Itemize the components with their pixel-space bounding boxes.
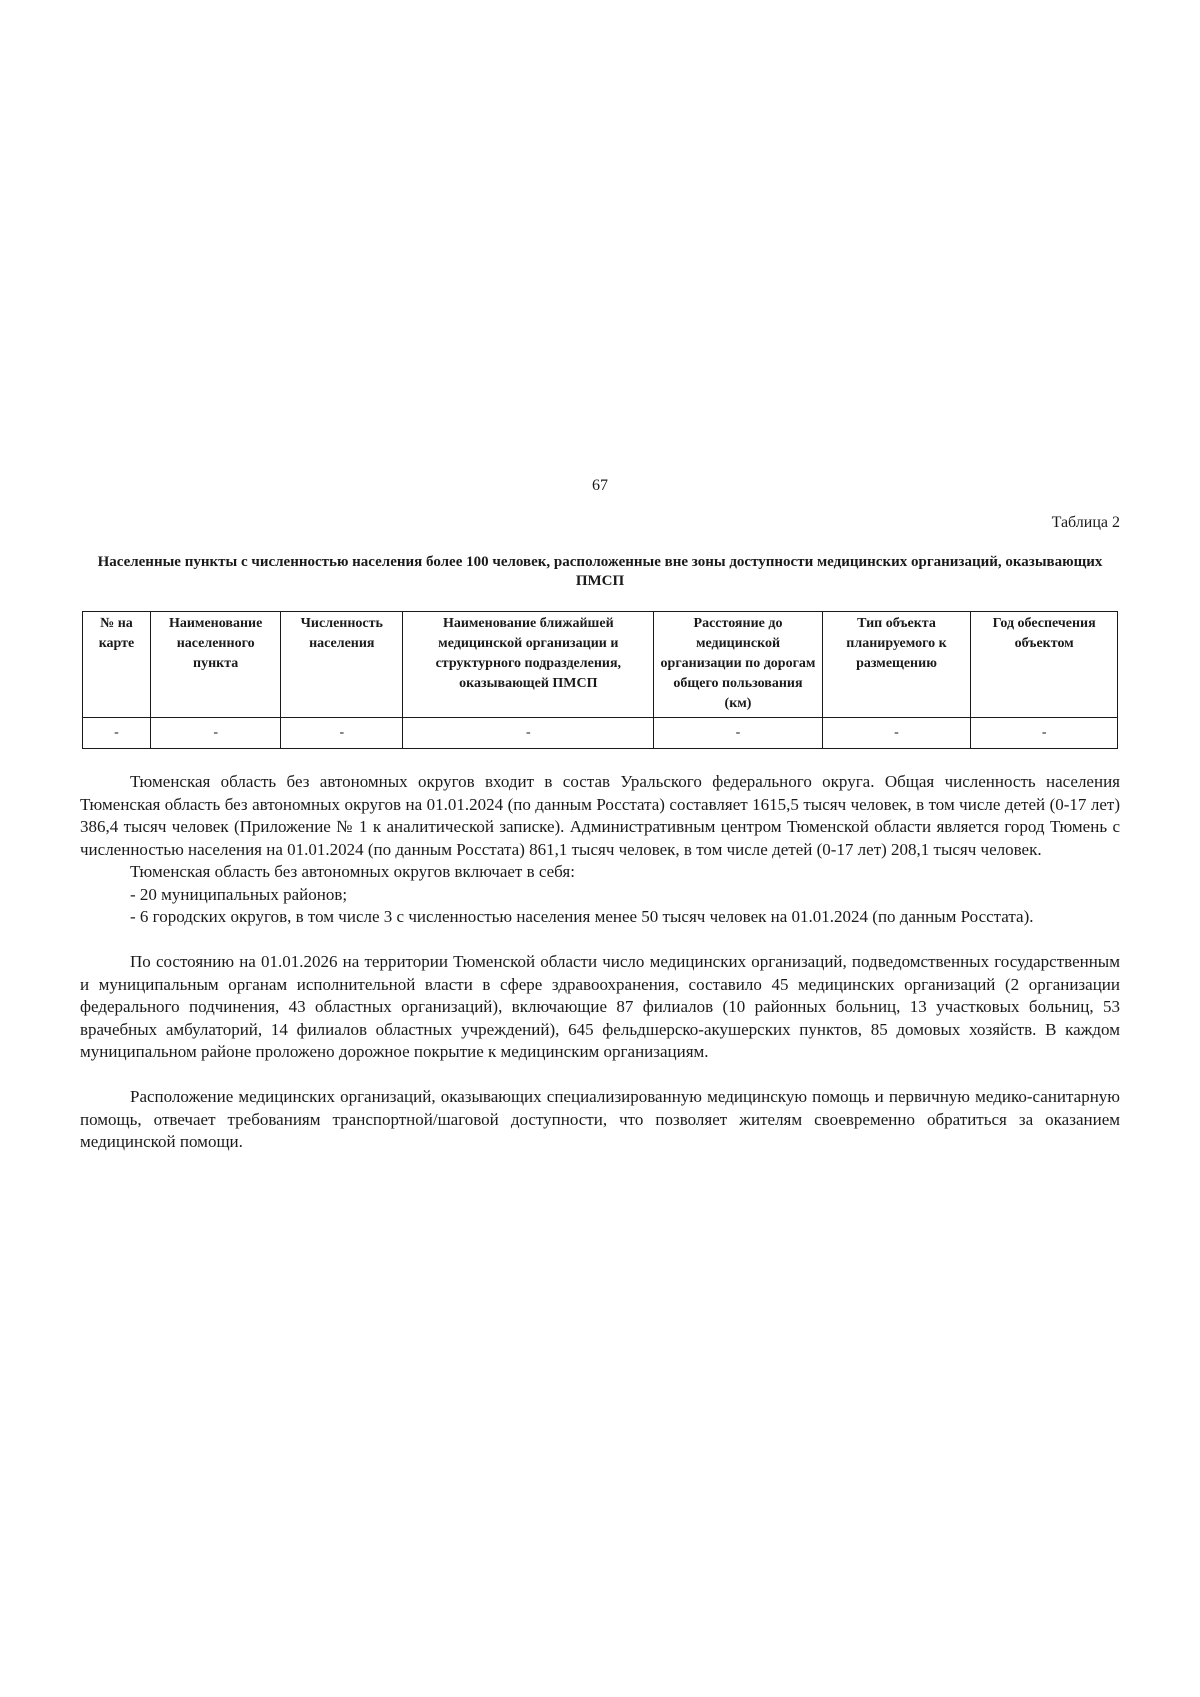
header-provision-year: Год обеспечения объектом [971, 612, 1118, 718]
body-text [80, 771, 1120, 1154]
table-cell: - [83, 718, 151, 749]
table-cell: - [654, 718, 822, 749]
table-row [83, 718, 1118, 749]
table-caption: Таблица 2 [1051, 514, 1120, 531]
list-item-urban-districts: - 6 городских округов, в том числе 3 с численностью населения менее 50 тысяч человек на 01.01.2024 (по данным Росстата). [130, 907, 1034, 926]
document-title: Населенные пункты с численностью населения более 100 человек, расположенные вне зоны доступности медицинских организаций, оказывающих ПМСП [97, 554, 1103, 589]
table-cell: - [971, 718, 1118, 749]
paragraph-composition-intro: Тюменская область без автономных округов включает в себя: [130, 862, 575, 881]
table-cell: - [281, 718, 403, 749]
header-settlement-name: Наименование населенного пункта [150, 612, 280, 718]
paragraph-population: Тюменская область без автономных округов входит в состав Уральского федерального округа. Общая численность населения Тюменская область без автономных округов на 01.01.2024 (по данным Росстата) составляет 1615,5 тысяч человек, в том числе детей (0-17 лет) 386,4 тысяч человек (Приложение № 1 к аналитической записке). Административным центром Тюменской области является город Тюмень с численностью населения на 01.01.2024 (по данным Росстата) 861,1 тысяч человек, в том числе детей (0-17 лет) 208,1 тысяч человек. [80, 772, 1120, 859]
header-map-number: № на карте [83, 612, 151, 718]
paragraph-medical-organizations: По состоянию на 01.01.2026 на территории Тюменской области число медицинских организаций, подведомственных государственным и муниципальным органам исполнительной власти в сфере здравоохранения, составило 45 медицинских организаций (2 организации федерального подчинения, 43 областных организаций), включающие 87 филиалов (10 районных больниц, 13 участковых больниц, 53 врачебных амбулаторий, 14 филиалов областных учреждений), 645 фельдшерско-акушерских пунктов, 85 домовых хозяйств. В каждом муниципальном районе проложено дорожное покрытие к медицинским организациям. [80, 952, 1120, 1061]
header-object-type: Тип объекта планируемого к размещению [822, 612, 971, 718]
page-number: 67 [592, 477, 608, 494]
list-item-districts: - 20 муниципальных районов; [130, 884, 348, 904]
header-distance: Расстояние до медицинской организации по дорогам общего пользования (км) [654, 612, 822, 718]
header-nearest-organization: Наименование ближайшей медицинской организации и структурного подразделения, оказывающей ПМСП [403, 612, 654, 718]
table-cell: - [822, 718, 971, 749]
header-population: Численность населения [281, 612, 403, 718]
settlements-table [82, 611, 1118, 749]
table-cell: - [403, 718, 654, 749]
table-header-row [83, 612, 1118, 718]
table-cell: - [150, 718, 280, 749]
paragraph-accessibility: Расположение медицинских организаций, оказывающих специализированную медицинскую помощь и первичную медико-санитарную помощь, отвечает требованиям транспортной/шаговой доступности, что позволяет жителям своевременно обратиться за оказанием медицинской помощи. [80, 1087, 1120, 1151]
